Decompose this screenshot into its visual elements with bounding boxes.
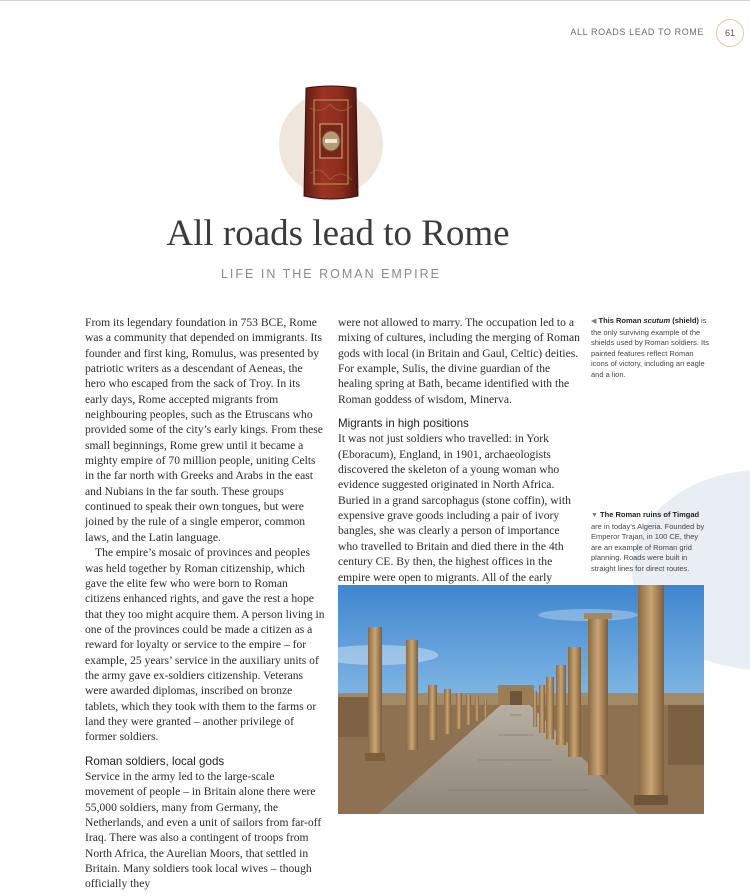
timgad-ruins-photo (338, 585, 704, 814)
caption-pointer-icon: ▼ (591, 512, 598, 519)
caption-bold: This Roman (598, 316, 644, 325)
body-paragraph: It was not just soldiers who travelled: in York (Eboracum), England, in 1901, archaeologists discovered the skeleton of a young woman who evidence suggested originated in North Africa. Buried in a grand sarcophagus (stone coffin), with expensive grave goods including a pair of ivory bangles, she was clearly a person of importance who travelled to Britain and died there in the 4th century CE. By then, the highest offices in the empire were open to migrants. All of the early (338, 432, 571, 584)
caption-text: are in today’s Algeria. Founded by Emperor Trajan, in 100 CE, they are an example of Roman grid planning. Roads were built in straight lines for direct routes. (591, 521, 705, 573)
page-border (0, 0, 750, 1)
caption-bold-italic: scutum (643, 316, 671, 325)
page-number (716, 19, 744, 47)
body-paragraph: were not allowed to marry. The occupation led to a mixing of cultures, including the merging of Roman gods with local (in Britain and Gaul, Celtic) deities. For example, Sulis, the divine guardian of the healing spring at Bath, became identified with the Roman goddess of wisdom, Minerva. (338, 316, 580, 406)
caption-pointer-icon: ◀ (591, 318, 597, 325)
body-paragraph: From its legendary foundation in 753 BCE, Rome was a community that depended on immigrants. Its founder and first king, Romulus, was presented by patriotic writers as a descendant of Aeneas, the hero who escaped from the sack of Troy. In its early days, Rome accepted migrants from neighbouring peoples, such as the Etruscans who provided some of the city’s early kings. From these small beginnings, Rome grew until it became a mighty empire of 70 million people, uniting Celts in the far north with Greeks and Arabs in the east and Nubians in the far south. These groups continued to speak their own tongues, but were joined by the rule of a single emperor, common laws, and the Latin language. (85, 316, 323, 544)
timgad-caption (591, 510, 709, 574)
page-title: All roads lead to Rome (166, 213, 510, 254)
shield-image (300, 84, 362, 204)
body-paragraph: Service in the army led to the large-scale movement of people – in Britain alone there were 55,000 soldiers, many from Germany, the Netherlands, and even a unit of sailors from far-off Iraq. There was also a contingent of troops from North Africa, the Aurelian Moors, that settled in Britain. Many soldiers took local wives – though officially they (85, 769, 322, 891)
section-heading: Roman soldiers, local gods (85, 754, 225, 768)
caption-bold: (shield) (670, 316, 699, 325)
caption-text: is the only surviving example of the shields used by Roman soldiers. Its painted features reflect Roman icons of victory, including an eagle and a lion. (591, 316, 709, 379)
page-subtitle: LIFE IN THE ROMAN EMPIRE (220, 267, 441, 281)
body-paragraph: The empire’s mosaic of provinces and peoples was held together by Roman citizenship, which gave the elite few who were born to Roman citizens enhanced rights, and gave the rest a hope that they too might acquire them. A person living in one of the provinces could be made a citizen as a reward for loyalty or service to the empire – for example, 25 years’ service in the auxiliary units of the army gave ex-soldiers citizenship. Veterans were awarded diplomas, inscribed on bronze tablets, which they took with them to the farms or land they were granted – another privilege of former soldiers. (85, 546, 325, 744)
body-column-left (85, 315, 326, 892)
body-column-middle (338, 315, 580, 585)
page-number-text: 61 (724, 28, 735, 38)
running-head: ALL ROADS LEAD TO ROME (570, 27, 704, 37)
section-heading: Migrants in high positions (338, 417, 469, 431)
caption-bold: The Roman ruins of Timgad (600, 510, 700, 519)
shield-caption (591, 316, 709, 380)
